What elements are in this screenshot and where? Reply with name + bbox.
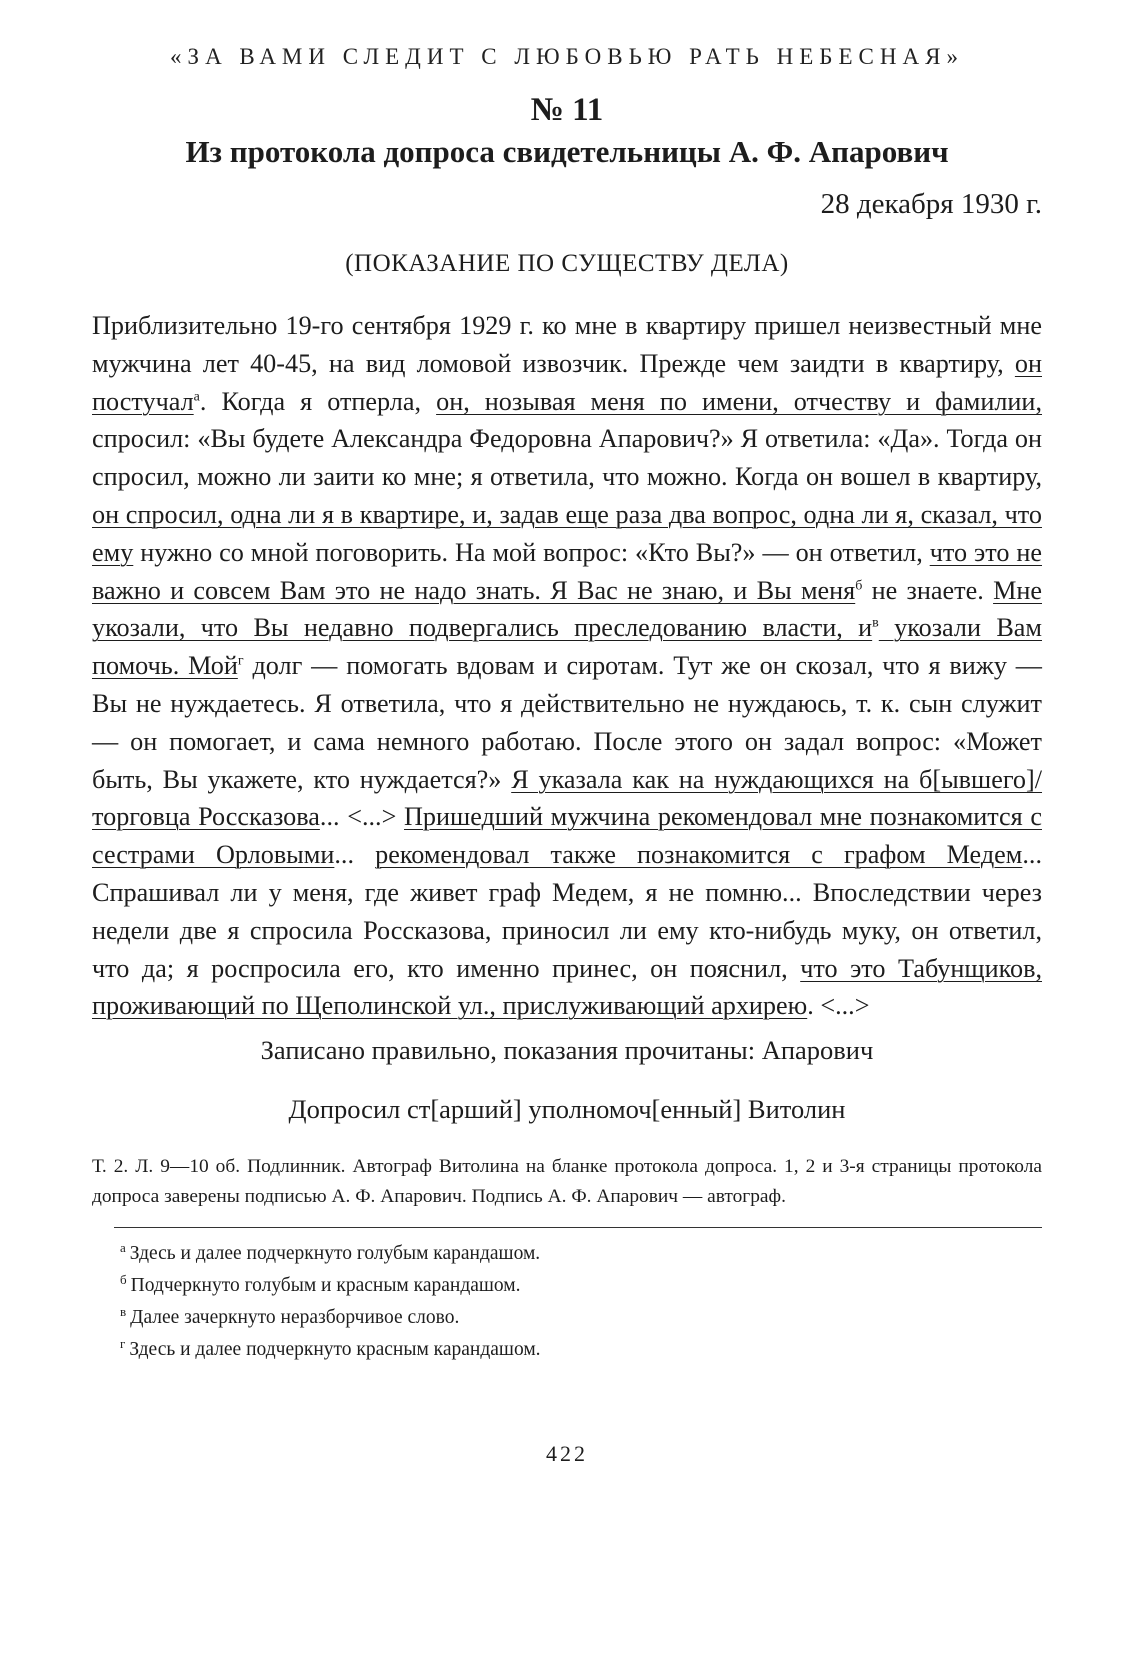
underlined-passage: он, нозывая меня по имени, отчеству и фамилии, xyxy=(436,386,1042,416)
body-text-run: нужно со мной поговорить. На мой вопрос: «Кто Вы?» — он ответил, xyxy=(133,537,930,567)
document-number: № 11 xyxy=(530,92,604,128)
underlined-passage: что это Табунщиков, проживающий по Щеполинской ул., прислуживающий архирею xyxy=(92,953,1042,1021)
body-text-run: ... xyxy=(334,840,376,870)
archival-note: Т. 2. Л. 9—10 об. Подлинник. Автограф Витолина на бланке протокола допроса. 1, 2 и 3-я страницы протокола допроса заверены подписью А. Ф. Апарович. Подпись А. Ф. Апарович — автограф. xyxy=(92,1156,1042,1207)
footnote-ref-v: в xyxy=(872,615,879,631)
body-text-run: ... Спрашивал ли у меня, где живет граф Медем, я не помню... Впоследствии через недели две я спросила Россказова, приносил ли ему кто-нибудь муку, он ответил, что да; я роспросила его, кто именно принес, он пояснил, xyxy=(92,840,1042,983)
body-text-run: ... <...> xyxy=(319,802,405,832)
underlined-passage: он постучал xyxy=(92,348,1042,416)
underlined-passage: что это не важно и совсем Вам это не надо знать. Я Вас не знаю, и Вы меня xyxy=(92,537,1042,605)
footnote-text: Здесь и далее подчеркнуто голубым карандашом. xyxy=(129,1243,541,1264)
document-page xyxy=(92,0,1042,1676)
footnote-v xyxy=(120,1302,1020,1334)
body-text-run: Приблизительно 19-го сентября 1929 г. ко мне в квартиру пришел неизвестный мне мужчина лет 40-45, на вид ломовой извозчик. Прежде чем заидти в квартиру, xyxy=(92,311,1042,378)
underlined-passage: Пришедший мужчина рекомендовал мне познакомится с сестрами Орловыми xyxy=(92,802,1042,870)
body-text-run: долг — помогать вдовам и сиротам. Тут же он скозал, что я вижу — Вы не нуждаетесь. Я ответила, что я действительно не нуждаюсь, т. к. сын служит — он помогает, и сама немного работаю. После этого он задал вопрос: «Может быть, Вы укажете, кто нуждается?» xyxy=(92,651,1042,794)
body-text-run: не знаете. xyxy=(862,575,994,605)
footnote-text: Здесь и далее подчеркнуто красным карандашом. xyxy=(129,1339,541,1360)
footnote-g xyxy=(120,1334,1020,1366)
footnote-mark: г xyxy=(120,1335,126,1351)
underlined-passage: он спросил, одна ли я в квартире, и, задав еще раза два вопрос, одна ли я, сказал, что ему xyxy=(92,499,1042,567)
footnote-ref-g: г xyxy=(237,653,244,669)
underlined-passage: укозали Вам помочь. Мой xyxy=(92,613,1042,681)
underlined-passage: рекомендовал также познакомится с графом Медем xyxy=(375,840,1023,870)
footnote-mark: б xyxy=(120,1271,127,1287)
testimony-body xyxy=(92,307,1042,1025)
footnote-ref-a: а xyxy=(193,388,200,404)
footnote-mark: а xyxy=(120,1239,126,1255)
footnote-a xyxy=(120,1238,1020,1270)
footnote-text: Подчеркнуто голубым и красным карандашом. xyxy=(130,1275,521,1296)
section-heading: (ПОКАЗАНИЕ ПО СУЩЕСТВУ ДЕЛА) xyxy=(345,250,789,277)
body-text-run: спросил: «Вы будете Александра Федоровна Апарович?» Я ответила: «Да». Тогда он спросил, можно ли заити ко мне; я ответила, что можно. Когда он вошел в квартиру, xyxy=(92,424,1042,492)
body-text-run: . <...> xyxy=(807,991,870,1021)
footnotes xyxy=(120,1238,1020,1366)
footnote-b xyxy=(120,1270,1020,1302)
footnote-text: Далее зачеркнуто неразборчивое слово. xyxy=(130,1307,460,1328)
signature-interrogator: Допросил ст[арший] уполномоч[енный] Витолин xyxy=(288,1094,846,1124)
footnote-ref-b: б xyxy=(855,577,863,593)
body-text-run: . Когда я отперла, xyxy=(199,386,437,416)
running-head: «ЗА ВАМИ СЛЕДИТ С ЛЮБОВЬЮ РАТЬ НЕБЕСНАЯ» xyxy=(170,44,964,69)
underlined-passage: Я указала как на нуждающихся на б[ывшего]/торговца Россказова xyxy=(92,764,1043,832)
document-date: 28 декабря 1930 г. xyxy=(820,188,1042,220)
document-title: Из протокола допроса свидетельницы А. Ф. Апарович xyxy=(185,134,949,169)
signature-witness: Записано правильно, показания прочитаны: Апарович xyxy=(260,1035,874,1065)
footnote-mark: в xyxy=(120,1303,127,1319)
page-number: 422 xyxy=(546,1441,588,1466)
footnote-divider xyxy=(114,1227,1042,1228)
underlined-passage: Мне укозали, что Вы недавно подвергались преследованию власти, и xyxy=(92,575,1042,643)
